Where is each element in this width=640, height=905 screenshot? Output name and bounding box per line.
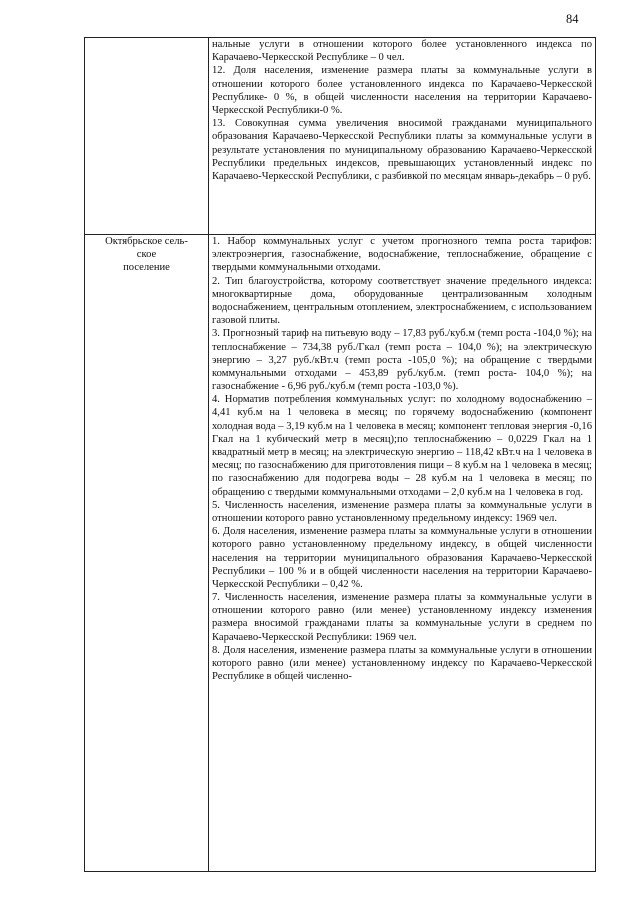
paragraph: 1. Набор коммунальных услуг с учетом прогнозного темпа роста тарифов: электроэнергия, газоснабжение, водоснабжение, теплоснабжение, обращение с твердыми коммунальными отходами. bbox=[212, 236, 592, 274]
paragraph: 2. Тип благоустройства, которому соответствует значение предельного индекса: многоквартирные дома, оборудованные централизованным холодным водоснабжением, центральным отоплением, электроснабжением, с использованием газовой плиты. bbox=[212, 275, 592, 327]
details-cell bbox=[209, 38, 596, 235]
paragraph: 5. Численность населения, изменение размера платы за коммунальные услуги в отношении которого равно установленному предельному индексу: 1969 чел. bbox=[212, 499, 592, 524]
table-row bbox=[85, 235, 596, 872]
paragraph: 8. Доля населения, изменение размера платы за коммунальные услуги в отношении которого равно (или менее) установленному индексу по Карачаево-Черкесской Республике в общей численно- bbox=[212, 644, 592, 683]
details-cell bbox=[209, 235, 596, 872]
paragraph: 3. Прогнозный тариф на питьевую воду – 17,83 руб./куб.м (темп роста -104,0 %); на теплоснабжение – 734,38 руб./Гкал (темп роста – 104,0 %); на электрическую энергию – 3,27 руб./кВт.ч (темп роста -105,0 %); на обращение с твердыми коммунальными отходами – 453,89 руб./куб.м. (темп роста- 104,0 %); на газоснабжение - 6,96 руб./куб.м (темп роста -103,0 %). bbox=[212, 328, 592, 393]
page-number: 84 bbox=[566, 12, 579, 26]
municipality-cell bbox=[85, 38, 209, 235]
municipality-name-line: Октябрьское сель- bbox=[105, 236, 188, 247]
paragraph: нальные услуги в отношении которого более установленного индекса по Карачаево-Черкесской Республике – 0 чел. bbox=[212, 39, 592, 64]
municipality-cell bbox=[85, 235, 209, 872]
paragraph: 4. Норматив потребления коммунальных услуг: по холодному водоснабжению – 4,41 куб.м на 1 человека в месяц; по горячему водоснабжению (компонент холодная вода – 3,19 куб.м на 1 человека в месяц; компонент тепловая энергия -0,16 Гкал на 1 кубический метр в месяц);по теплоснабжению – 0,0229 Гкал на 1 квадратный метр в месяц; на электрическую энергию – 118,42 кВт.ч на 1 человека в месяц; по газоснабжению для приготовления пищи – 8 куб.м на 1 человека в месяц; по газоснабжению для подогрева воды – 28 куб.м на 1 человека в месяц; по обращению с твердыми коммунальными отходами – 2,0 куб.м на 1 человека в год. bbox=[212, 394, 592, 498]
indices-table bbox=[84, 37, 596, 872]
municipality-name-line: поселение bbox=[123, 262, 170, 274]
municipality-name-line: ское bbox=[136, 249, 157, 261]
paragraph: 7. Численность населения, изменение размера платы за коммунальные услуги в отношении которого равно (или менее) установленному индексу изменения размера вносимой гражданами платы за коммунальные услуги в среднем по Карачаево-Черкесской Республики: 1969 чел. bbox=[212, 592, 592, 643]
paragraph: 13. Совокупная сумма увеличения вносимой гражданами муниципального образования Карачаево-Черкесской Республики платы за коммунальные услуги в результате установления по муниципальному образованию Карачаево-Черкесской Республики предельных индексов, превышающих установленный индекс по Карачаево-Черкесской Республики, с разбивкой по месяцам январь-декабрь – 0 руб. bbox=[212, 118, 592, 182]
paragraph: 6. Доля населения, изменение размера платы за коммунальные услуги в отношении которого равно установленному предельному индексу, в общей численности населения на территории муниципального образования Карачаево-Черкесской Республики – 100 % и в общей численности населения на территории Карачаево-Черкесской Республики – 0,42 %. bbox=[212, 526, 592, 590]
table-row bbox=[85, 38, 596, 235]
paragraph: 12. Доля населения, изменение размера платы за коммунальные услуги в отношении которого более установленного индекса по Карачаево-Черкесской Республике- 0 %, в общей численности населения на территории Карачаево-Черкесской Республики-0 %. bbox=[212, 65, 592, 116]
